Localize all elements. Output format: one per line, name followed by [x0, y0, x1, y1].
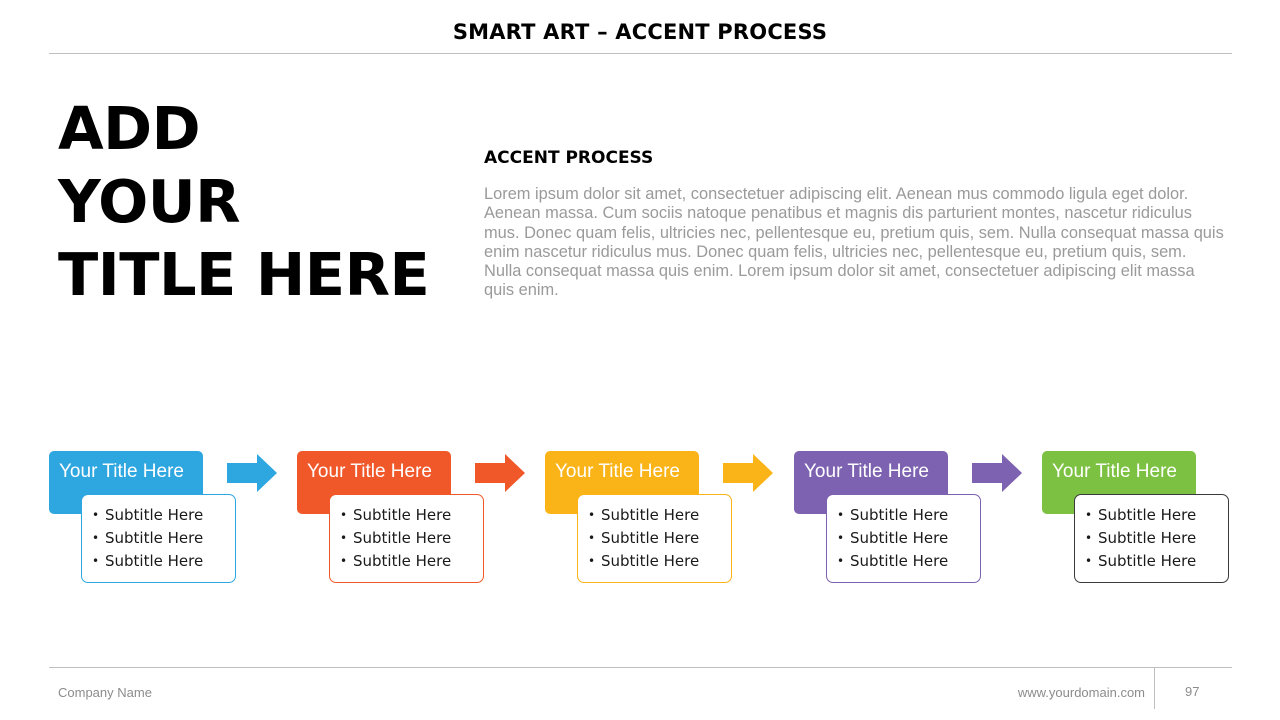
step-4-item: • Subtitle Here	[837, 529, 949, 547]
step-5-item-3: Subtitle Here	[1098, 552, 1197, 570]
right-arrow-icon	[972, 454, 1022, 492]
step-1-item-3: Subtitle Here	[105, 552, 204, 570]
step-3-item: • Subtitle Here	[588, 506, 700, 524]
step-2-item-1: Subtitle Here	[353, 506, 452, 524]
header-divider	[49, 53, 1232, 54]
step-1-title-text: Your Title Here	[59, 461, 184, 482]
step-2-item: • Subtitle Here	[340, 529, 452, 547]
step-1-box	[81, 494, 236, 583]
step-3-item-1: Subtitle Here	[601, 506, 700, 524]
main-title	[58, 92, 478, 311]
step-3-item: • Subtitle Here	[588, 552, 700, 570]
step-4-item: • Subtitle Here	[837, 506, 949, 524]
step-3-item-3: Subtitle Here	[601, 552, 700, 570]
right-arrow-icon	[475, 454, 525, 492]
step-2-item: • Subtitle Here	[340, 506, 452, 524]
step-3-title-text: Your Title Here	[555, 461, 680, 482]
body-paragraph: Lorem ipsum dolor sit amet, consectetuer adipiscing elit. Aenean mus commodo ligula eget dolor. Aenean massa. Cum sociis natoque penatibus et magnis dis parturient montes, nascetur ridiculus mus. Donec quam felis, ultricies nec, pellentesque eu, pretium quis, sem. Nulla consequat massa quis enim nascetur ridiculus mus. Donec quam felis, ultricies nec, pellentesque eu, pretium quis, sem. Nulla consequat massa quis enim. Lorem ipsum dolor sit amet, consectetuer adipiscing elit massa quis enim.	[484, 185, 1224, 300]
step-1-item-2: Subtitle Here	[105, 529, 204, 547]
arrow-4-shape	[972, 454, 1022, 492]
step-1-item: • Subtitle Here	[92, 552, 204, 570]
step-4-item-2: Subtitle Here	[850, 529, 949, 547]
step-5-item-1: Subtitle Here	[1098, 506, 1197, 524]
step-2-item: • Subtitle Here	[340, 552, 452, 570]
step-5-item: • Subtitle Here	[1085, 529, 1197, 547]
slide-header-title: SMART ART – ACCENT PROCESS	[452, 20, 828, 44]
step-5-item: • Subtitle Here	[1085, 506, 1197, 524]
step-5-item-2: Subtitle Here	[1098, 529, 1197, 547]
step-2-box	[329, 494, 484, 583]
footer-domain: www.yourdomain.com	[1017, 685, 1145, 700]
step-5-title-text: Your Title Here	[1052, 461, 1177, 482]
footer-company-name: Company Name	[58, 685, 152, 700]
step-1-item: • Subtitle Here	[92, 506, 204, 524]
step-4-item-1: Subtitle Here	[850, 506, 949, 524]
step-4-item-3: Subtitle Here	[850, 552, 949, 570]
footer-page-number: 97	[1185, 684, 1200, 699]
step-2-item-2: Subtitle Here	[353, 529, 452, 547]
main-title-line-2: YOUR	[58, 167, 241, 236]
step-3-item: • Subtitle Here	[588, 529, 700, 547]
arrow-2-shape	[475, 454, 525, 492]
step-2-title-text: Your Title Here	[307, 461, 432, 482]
footer-vertical-divider	[1154, 667, 1155, 709]
arrow-3-shape	[723, 454, 773, 492]
step-4-title-text: Your Title Here	[804, 461, 929, 482]
main-title-line-1: ADD	[58, 94, 201, 163]
step-3-item-2: Subtitle Here	[601, 529, 700, 547]
main-title-line-3: TITLE HERE	[58, 240, 430, 309]
footer-divider	[49, 667, 1232, 668]
step-2-item-3: Subtitle Here	[353, 552, 452, 570]
section-heading: ACCENT PROCESS	[484, 148, 654, 168]
step-5-box	[1074, 494, 1229, 583]
step-1-item-1: Subtitle Here	[105, 506, 204, 524]
step-4-item: • Subtitle Here	[837, 552, 949, 570]
step-5-item: • Subtitle Here	[1085, 552, 1197, 570]
arrow-1-shape	[227, 454, 277, 492]
step-3-box	[577, 494, 732, 583]
step-1-item: • Subtitle Here	[92, 529, 204, 547]
step-4-box	[826, 494, 981, 583]
right-arrow-icon	[227, 454, 277, 492]
right-arrow-icon	[723, 454, 773, 492]
